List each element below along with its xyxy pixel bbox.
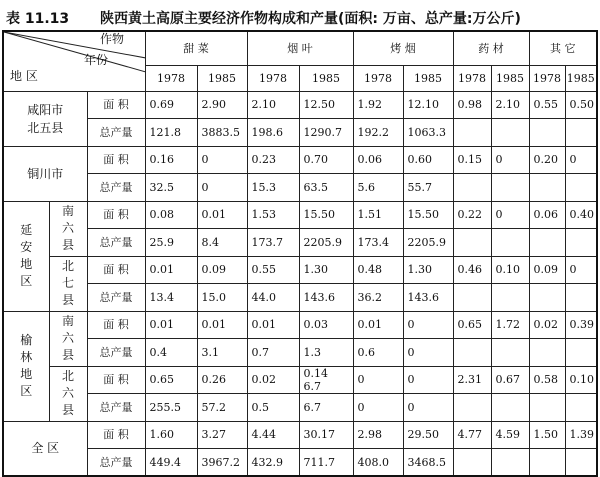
value-cell (565, 394, 597, 422)
table-row (3, 146, 597, 174)
value-cell: 432.9 (247, 449, 299, 477)
year-header: 1985 (565, 65, 597, 91)
value-cell: 4.59 (491, 421, 529, 449)
value-cell: 0.09 (529, 256, 565, 284)
value-cell: 0.06 (529, 201, 565, 229)
region-name: 全 区 (3, 421, 87, 476)
value-cell: 0 (565, 146, 597, 174)
subregion-name (49, 201, 87, 256)
value-cell (529, 394, 565, 422)
subregion-name-text: 南六县 (61, 314, 74, 362)
value-cell: 0.65 (453, 311, 491, 339)
metric-label: 总产量 (87, 119, 145, 147)
value-cell: 5.6 (353, 174, 403, 202)
region-group-name (3, 201, 49, 311)
value-cell (565, 119, 597, 147)
value-cell: 0.26 (197, 366, 247, 394)
value-cell (529, 339, 565, 367)
value-cell: 6.7 (299, 394, 353, 422)
value-cell: 0.20 (529, 146, 565, 174)
table-row (3, 229, 597, 257)
year-header: 1978 (453, 65, 491, 91)
value-cell (453, 394, 491, 422)
metric-label: 面 积 (87, 91, 145, 119)
crop-header: 药 材 (453, 31, 529, 65)
value-cell (529, 449, 565, 477)
value-cell: 1.50 (529, 421, 565, 449)
metric-label: 面 积 (87, 311, 145, 339)
crop-header: 烟 叶 (247, 31, 353, 65)
value-cell: 4.44 (247, 421, 299, 449)
value-cell: 3468.5 (403, 449, 453, 477)
value-cell: 0 (197, 174, 247, 202)
table-row (3, 449, 597, 477)
subregion-name-text: 南六县 (61, 204, 74, 252)
header-row-crops (3, 31, 597, 65)
value-cell: 2.98 (353, 421, 403, 449)
table-row (3, 284, 597, 312)
value-cell (453, 339, 491, 367)
value-cell: 8.4 (197, 229, 247, 257)
value-cell: 173.7 (247, 229, 299, 257)
value-cell: 0.40 (565, 201, 597, 229)
metric-label: 总产量 (87, 284, 145, 312)
value-cell: 1.3 (299, 339, 353, 367)
value-cell: 0 (353, 366, 403, 394)
value-cell: 0.67 (491, 366, 529, 394)
value-cell: 25.9 (145, 229, 197, 257)
value-cell: 55.7 (403, 174, 453, 202)
table-row (3, 91, 597, 119)
value-cell: 0.70 (299, 146, 353, 174)
value-cell: 0.69 (145, 91, 197, 119)
crop-table (2, 30, 598, 477)
value-cell (565, 449, 597, 477)
value-cell: 1063.3 (403, 119, 453, 147)
value-cell: 0.23 (247, 146, 299, 174)
value-cell: 0 (403, 366, 453, 394)
subregion-name-text: 北六县 (61, 369, 74, 417)
value-cell: 36.2 (353, 284, 403, 312)
value-cell: 0.08 (145, 201, 197, 229)
value-cell: 32.5 (145, 174, 197, 202)
value-cell: 198.6 (247, 119, 299, 147)
value-cell: 1.53 (247, 201, 299, 229)
region-group-name-text: 榆林地区 (20, 333, 33, 398)
table-row (3, 421, 597, 449)
value-cell: 13.4 (145, 284, 197, 312)
year-header: 1978 (247, 65, 299, 91)
value-cell: 0.06 (353, 146, 403, 174)
value-cell: 2.10 (491, 91, 529, 119)
table-row (3, 174, 597, 202)
value-cell (491, 229, 529, 257)
value-cell: 30.17 (299, 421, 353, 449)
value-cell: 192.2 (353, 119, 403, 147)
table-row (3, 366, 597, 394)
value-cell: 0.09 (197, 256, 247, 284)
value-cell: 0.98 (453, 91, 491, 119)
value-cell (491, 284, 529, 312)
value-cell: 0.01 (197, 311, 247, 339)
value-cell: 15.50 (299, 201, 353, 229)
corner-year-label: 年份 (84, 53, 109, 67)
value-cell: 711.7 (299, 449, 353, 477)
metric-label: 面 积 (87, 201, 145, 229)
value-cell: 0.02 (247, 366, 299, 394)
table-row (3, 339, 597, 367)
value-cell: 3.1 (197, 339, 247, 367)
subregion-name-text: 北七县 (61, 259, 74, 307)
value-cell: 0 (491, 146, 529, 174)
value-cell (453, 119, 491, 147)
value-cell: 0.58 (529, 366, 565, 394)
value-cell: 57.2 (197, 394, 247, 422)
value-cell: 0.55 (247, 256, 299, 284)
year-header: 1985 (299, 65, 353, 91)
value-cell: 0 (403, 394, 453, 422)
value-cell: 0.50 (565, 91, 597, 119)
value-cell: 15.50 (403, 201, 453, 229)
value-cell: 0.01 (145, 311, 197, 339)
region-name: 咸阳市 北五县 (3, 91, 87, 146)
year-header: 1978 (145, 65, 197, 91)
value-cell: 2205.9 (403, 229, 453, 257)
value-cell (453, 284, 491, 312)
region-group-name-text: 延安地区 (20, 223, 33, 288)
value-cell: 121.8 (145, 119, 197, 147)
value-cell: 12.10 (403, 91, 453, 119)
value-cell: 0.10 (565, 366, 597, 394)
metric-label: 总产量 (87, 229, 145, 257)
value-cell: 4.77 (453, 421, 491, 449)
table-row (3, 119, 597, 147)
region-name: 铜川市 (3, 146, 87, 201)
value-cell: 0 (353, 394, 403, 422)
value-cell: 449.4 (145, 449, 197, 477)
value-cell: 29.50 (403, 421, 453, 449)
value-cell: 173.4 (353, 229, 403, 257)
value-cell: 0.60 (403, 146, 453, 174)
value-cell: 408.0 (353, 449, 403, 477)
value-cell: 12.50 (299, 91, 353, 119)
value-cell: 63.5 (299, 174, 353, 202)
year-header: 1978 (353, 65, 403, 91)
value-cell (453, 229, 491, 257)
value-cell: 2.10 (247, 91, 299, 119)
region-group-name (3, 311, 49, 421)
value-cell: 2.90 (197, 91, 247, 119)
table-caption: 陕西黄土高原主要经济作物构成和产量(面积: 万亩、总产量:万公斤) (100, 11, 521, 27)
value-cell: 0.14 6.7 (299, 366, 353, 394)
value-cell: 0.01 (247, 311, 299, 339)
value-cell (565, 339, 597, 367)
year-header: 1985 (491, 65, 529, 91)
value-cell: 0.6 (353, 339, 403, 367)
metric-label: 总产量 (87, 339, 145, 367)
value-cell: 1.72 (491, 311, 529, 339)
table-row (3, 256, 597, 284)
table-body (3, 31, 597, 476)
value-cell (491, 119, 529, 147)
value-cell (565, 174, 597, 202)
value-cell: 1290.7 (299, 119, 353, 147)
value-cell: 1.30 (299, 256, 353, 284)
metric-label: 面 积 (87, 366, 145, 394)
value-cell: 15.3 (247, 174, 299, 202)
year-header: 1978 (529, 65, 565, 91)
metric-label: 面 积 (87, 256, 145, 284)
value-cell: 15.0 (197, 284, 247, 312)
corner-crop-label: 作物 (100, 32, 125, 46)
crop-header: 其 它 (529, 31, 597, 65)
value-cell: 3967.2 (197, 449, 247, 477)
value-cell: 1.60 (145, 421, 197, 449)
value-cell: 0.01 (145, 256, 197, 284)
value-cell: 0.39 (565, 311, 597, 339)
year-header: 1985 (197, 65, 247, 91)
value-cell: 1.30 (403, 256, 453, 284)
metric-label: 总产量 (87, 394, 145, 422)
metric-label: 面 积 (87, 421, 145, 449)
value-cell: 1.39 (565, 421, 597, 449)
value-cell: 0.10 (491, 256, 529, 284)
value-cell: 3883.5 (197, 119, 247, 147)
value-cell: 0.4 (145, 339, 197, 367)
year-header: 1985 (403, 65, 453, 91)
value-cell (453, 449, 491, 477)
value-cell: 2.31 (453, 366, 491, 394)
value-cell: 1.51 (353, 201, 403, 229)
value-cell: 0.01 (197, 201, 247, 229)
value-cell: 3.27 (197, 421, 247, 449)
value-cell (491, 394, 529, 422)
value-cell: 0.48 (353, 256, 403, 284)
value-cell: 0.65 (145, 366, 197, 394)
metric-label: 总产量 (87, 449, 145, 477)
header-corner (3, 31, 145, 91)
table-row (3, 201, 597, 229)
value-cell (565, 229, 597, 257)
value-cell: 0 (491, 201, 529, 229)
value-cell (491, 174, 529, 202)
subregion-name (49, 366, 87, 421)
table-row (3, 394, 597, 422)
value-cell (529, 174, 565, 202)
value-cell: 0.22 (453, 201, 491, 229)
value-cell: 255.5 (145, 394, 197, 422)
value-cell: 0.46 (453, 256, 491, 284)
value-cell: 143.6 (403, 284, 453, 312)
value-cell: 0 (565, 256, 597, 284)
value-cell: 1.92 (353, 91, 403, 119)
value-cell: 0.5 (247, 394, 299, 422)
value-cell: 0 (403, 311, 453, 339)
value-cell: 0.02 (529, 311, 565, 339)
subregion-name (49, 311, 87, 366)
crop-header: 烤 烟 (353, 31, 453, 65)
value-cell: 2205.9 (299, 229, 353, 257)
value-cell: 0 (197, 146, 247, 174)
value-cell (565, 284, 597, 312)
value-cell (491, 339, 529, 367)
value-cell: 0.03 (299, 311, 353, 339)
value-cell (529, 119, 565, 147)
value-cell (491, 449, 529, 477)
value-cell: 0.55 (529, 91, 565, 119)
value-cell: 0.01 (353, 311, 403, 339)
value-cell: 0.16 (145, 146, 197, 174)
value-cell: 44.0 (247, 284, 299, 312)
table-title (4, 6, 596, 28)
value-cell: 0.15 (453, 146, 491, 174)
value-cell: 143.6 (299, 284, 353, 312)
value-cell: 0 (403, 339, 453, 367)
value-cell (529, 229, 565, 257)
subregion-name (49, 256, 87, 311)
metric-label: 总产量 (87, 174, 145, 202)
value-cell (453, 174, 491, 202)
metric-label: 面 积 (87, 146, 145, 174)
table-row (3, 311, 597, 339)
value-cell: 0.7 (247, 339, 299, 367)
table-number: 表 11.13 (6, 11, 70, 27)
corner-region-label: 地 区 (10, 69, 38, 83)
value-cell (529, 284, 565, 312)
crop-header: 甜 菜 (145, 31, 247, 65)
